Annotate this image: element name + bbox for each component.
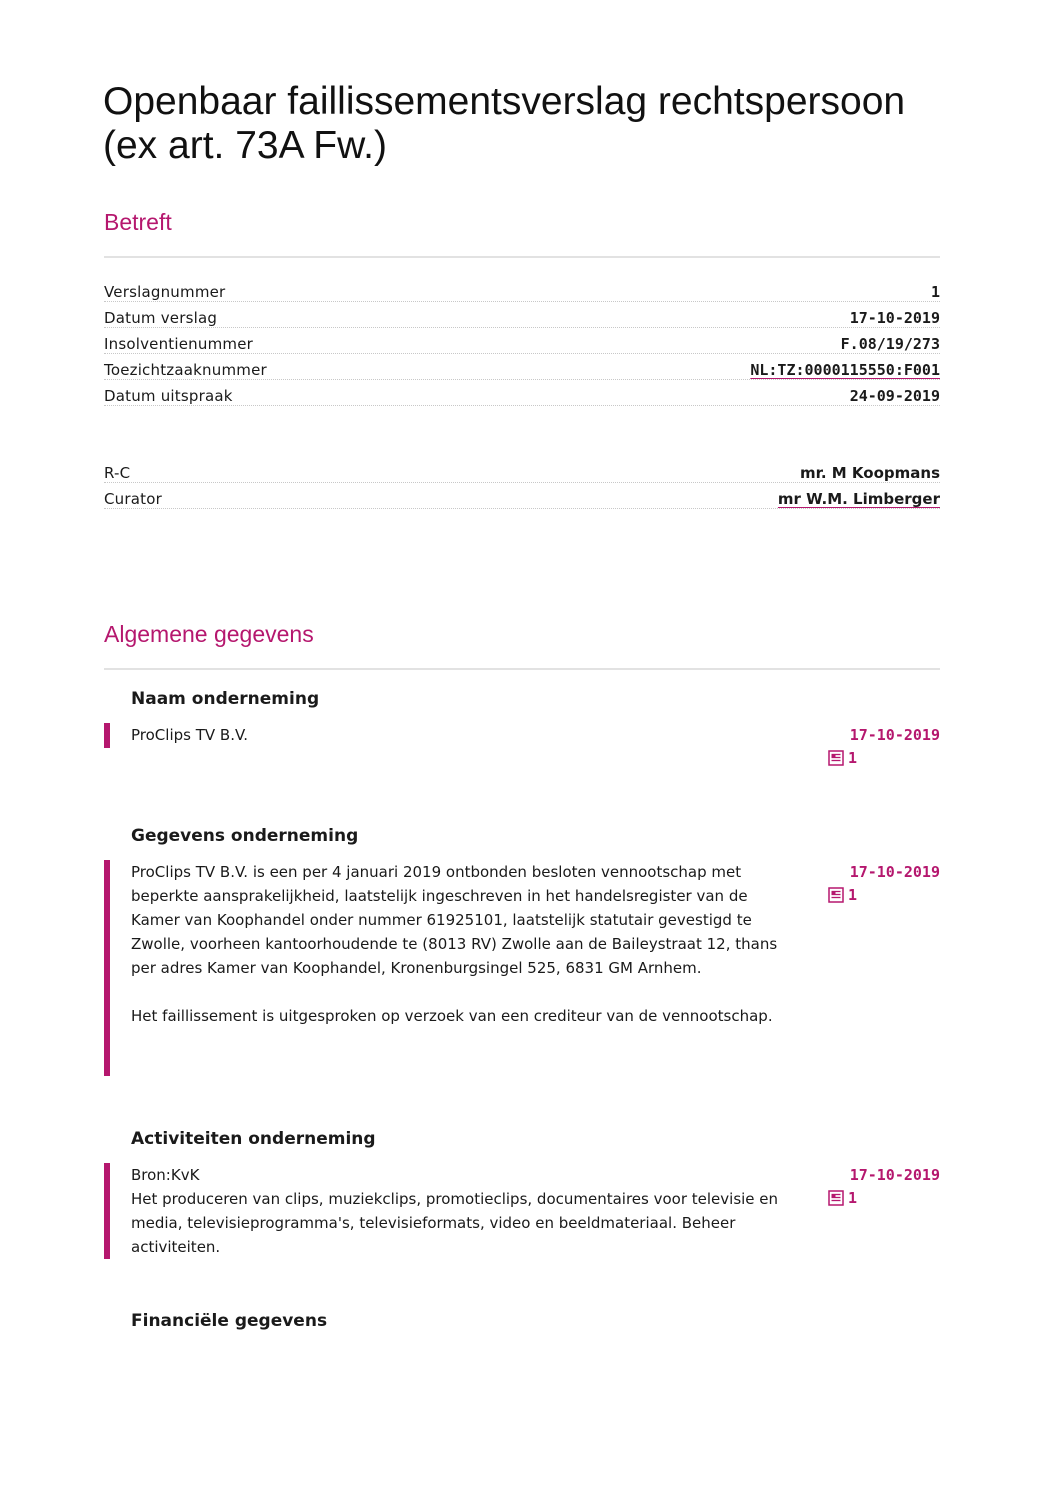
subsection-title-activiteiten: Activiteiten onderneming xyxy=(131,1129,376,1149)
kv-value: mr. M Koopmans xyxy=(799,464,940,482)
entry-text xyxy=(131,723,791,747)
kv-key: Toezichtzaaknummer xyxy=(104,361,267,379)
entry-gegevens xyxy=(104,860,940,1076)
kv-value: 17-10-2019 xyxy=(849,309,940,327)
persons-table xyxy=(104,458,940,510)
kv-row-rc xyxy=(104,458,940,483)
reference-number: 1 xyxy=(848,749,858,767)
document-icon xyxy=(828,750,844,766)
kv-key: Verslagnummer xyxy=(104,283,226,301)
kv-key: Datum uitspraak xyxy=(104,387,233,405)
entry-naam xyxy=(104,723,940,767)
entry-paragraph: ProClips TV B.V. xyxy=(131,726,249,744)
kv-key: Datum verslag xyxy=(104,309,218,327)
curator-link[interactable]: mr W.M. Limberger xyxy=(777,490,940,508)
kv-row-datum-uitspraak xyxy=(104,381,940,406)
document-icon xyxy=(828,887,844,903)
toezichtzaaknummer-link[interactable]: NL:TZ:0000115550:F001 xyxy=(750,361,940,379)
entry-bar xyxy=(104,723,110,748)
subsection-title-financieel: Financiële gegevens xyxy=(131,1311,328,1331)
entry-bar xyxy=(104,860,110,1076)
entry-date: 17-10-2019 xyxy=(849,863,940,881)
entry-source: Bron:KvK xyxy=(131,1166,200,1184)
document-icon xyxy=(828,1190,844,1206)
kv-row-datum-verslag xyxy=(104,303,940,328)
section-title-betreft: Betreft xyxy=(104,209,172,235)
subsection-title-naam: Naam onderneming xyxy=(131,689,320,709)
entry-activiteiten xyxy=(104,1163,940,1259)
entry-meta xyxy=(810,723,940,767)
kv-key: Curator xyxy=(104,490,162,508)
kv-value: F.08/19/273 xyxy=(840,335,940,353)
page-title: Openbaar faillissementsverslag rechtspersoon (ex art. 73A Fw.) xyxy=(103,80,906,167)
entry-paragraph: ProClips TV B.V. is een per 4 januari 2019 ontbonden besloten vennootschap met beperkte aansprakelijkheid, laatstelijk ingeschreven in het handelsregister van de Kamer van Koophandel onder nummer 61925101, laatstelijk statutair gevestigd te Zwolle, voorheen kantoorhoudende te (8013 RV) Zwolle aan de Baileystraat 12, thans per adres Kamer van Koophandel, Kronenburgsingel 525, 6831 GM Arnhem. xyxy=(131,863,778,977)
kv-row-verslagnummer xyxy=(104,277,940,302)
entry-text xyxy=(131,860,791,1028)
kv-row-toezichtzaaknummer xyxy=(104,355,940,380)
report-reference-link[interactable] xyxy=(828,749,940,767)
reference-number: 1 xyxy=(848,886,858,904)
report-reference-link[interactable] xyxy=(828,1189,940,1207)
kv-value: 1 xyxy=(930,283,940,301)
report-reference-link[interactable] xyxy=(828,886,940,904)
divider xyxy=(104,256,940,258)
kv-row-insolventienummer xyxy=(104,329,940,354)
kv-key: R-C xyxy=(104,464,131,482)
kv-key: Insolventienummer xyxy=(104,335,254,353)
section-title-algemeen: Algemene gegevens xyxy=(104,621,314,647)
entry-paragraph: Het produceren van clips, muziekclips, promotieclips, documentaires voor televisie en media, televisieprogramma's, televisieformats, video en beeldmateriaal. Beheer activiteiten. xyxy=(131,1190,779,1256)
entry-date: 17-10-2019 xyxy=(849,726,940,744)
entry-meta xyxy=(810,860,940,904)
divider xyxy=(104,668,940,670)
entry-paragraph: Het faillissement is uitgesproken op verzoek van een crediteur van de vennootschap. xyxy=(131,1007,773,1025)
entry-bar xyxy=(104,1163,110,1259)
entry-meta xyxy=(810,1163,940,1207)
kv-value: 24-09-2019 xyxy=(849,387,940,405)
entry-date: 17-10-2019 xyxy=(849,1166,940,1184)
subsection-title-gegevens: Gegevens onderneming xyxy=(131,826,359,846)
kv-row-curator xyxy=(104,484,940,509)
case-details-table xyxy=(104,277,940,407)
entry-text xyxy=(131,1163,791,1259)
reference-number: 1 xyxy=(848,1189,858,1207)
